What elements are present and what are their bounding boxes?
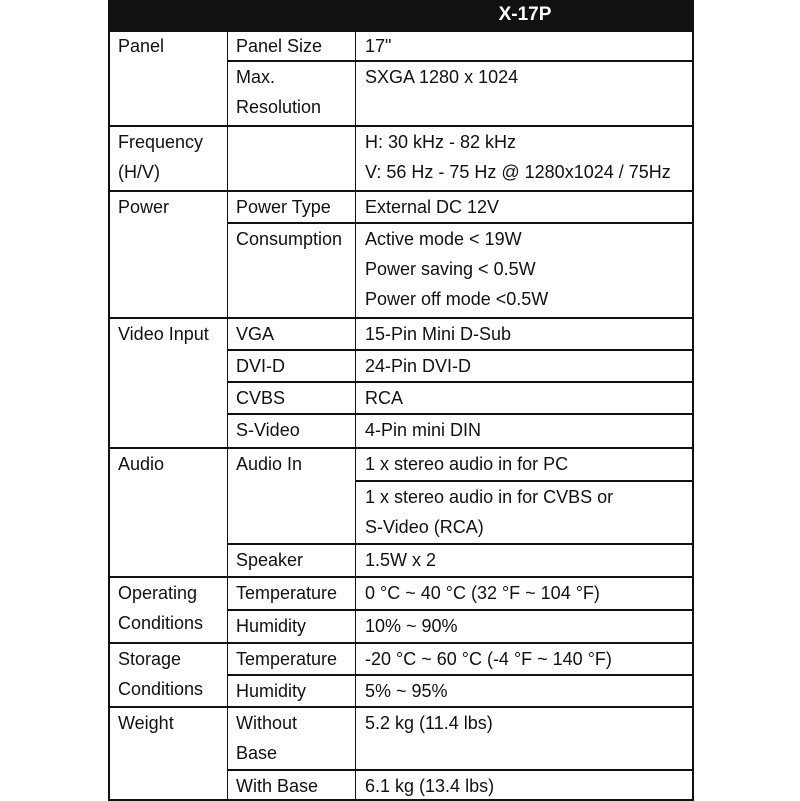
spec-label: Panel Size: [236, 36, 323, 56]
model-title: X-17P: [498, 4, 552, 25]
spec-value: -20 °C ~ 60 °C (-4 °F ~ 140 °F): [365, 649, 612, 669]
spec-value: 17": [365, 36, 392, 56]
spec-table: [108, 0, 694, 800]
spec-value: Active mode < 19W Power saving < 0.5W Power off mode <0.5W: [365, 229, 549, 309]
spec-value: 15-Pin Mini D-Sub: [365, 324, 512, 344]
section-label: Frequency (H/V): [118, 132, 204, 182]
spec-label: With Base: [236, 776, 319, 796]
spec-label: Without Base: [236, 713, 298, 763]
section-label: Weight: [118, 713, 174, 733]
section-label: Audio: [118, 454, 165, 474]
spec-label: CVBS: [236, 388, 286, 408]
table-rule: [108, 30, 694, 32]
spec-label: Max. Resolution: [236, 67, 322, 117]
spec-value: 24-Pin DVI-D: [365, 356, 472, 376]
spec-label: Speaker: [236, 550, 304, 570]
spec-label: Temperature: [236, 583, 338, 603]
spec-label: VGA: [236, 324, 275, 344]
spec-value: RCA: [365, 388, 404, 408]
spec-value: 1 x stereo audio in for PC: [365, 454, 569, 474]
spec-value: 1.5W x 2: [365, 550, 437, 570]
spec-value: 1 x stereo audio in for CVBS or S-Video (RCA): [365, 487, 614, 537]
spec-value: H: 30 kHz - 82 kHz V: 56 Hz - 75 Hz @ 1280x1024 / 75Hz: [365, 132, 671, 182]
spec-value: 6.1 kg (13.4 lbs): [365, 776, 495, 796]
spec-value: 5% ~ 95%: [365, 681, 448, 701]
spec-label: [227, 126, 355, 191]
section-label: Storage Conditions: [118, 649, 204, 699]
spec-label: Humidity: [236, 681, 307, 701]
spec-value: External DC 12V: [365, 197, 500, 217]
section-label: Panel: [118, 36, 165, 56]
spec-label: Temperature: [236, 649, 338, 669]
table-rule: [692, 0, 694, 800]
spec-value: 4-Pin mini DIN: [365, 420, 482, 440]
spec-label: S-Video: [236, 420, 300, 440]
section-label: Operating Conditions: [118, 583, 204, 633]
spec-label: DVI-D: [236, 356, 285, 376]
spec-label: Audio In: [236, 454, 303, 474]
section-label: Video Input: [118, 324, 209, 344]
table-rule: [108, 30, 110, 800]
spec-value: 0 °C ~ 40 °C (32 °F ~ 104 °F): [365, 583, 600, 603]
spec-sheet: [108, 0, 694, 800]
spec-label: Consumption: [236, 229, 343, 249]
table-rule: [227, 30, 228, 800]
section-label: Power: [118, 197, 170, 217]
spec-label: Power Type: [236, 197, 331, 217]
spec-value: SXGA 1280 x 1024: [365, 67, 519, 87]
spec-value: 5.2 kg (11.4 lbs): [365, 713, 493, 733]
table-rule: [355, 30, 356, 800]
spec-value: 10% ~ 90%: [365, 616, 458, 636]
spec-label: Humidity: [236, 616, 307, 636]
